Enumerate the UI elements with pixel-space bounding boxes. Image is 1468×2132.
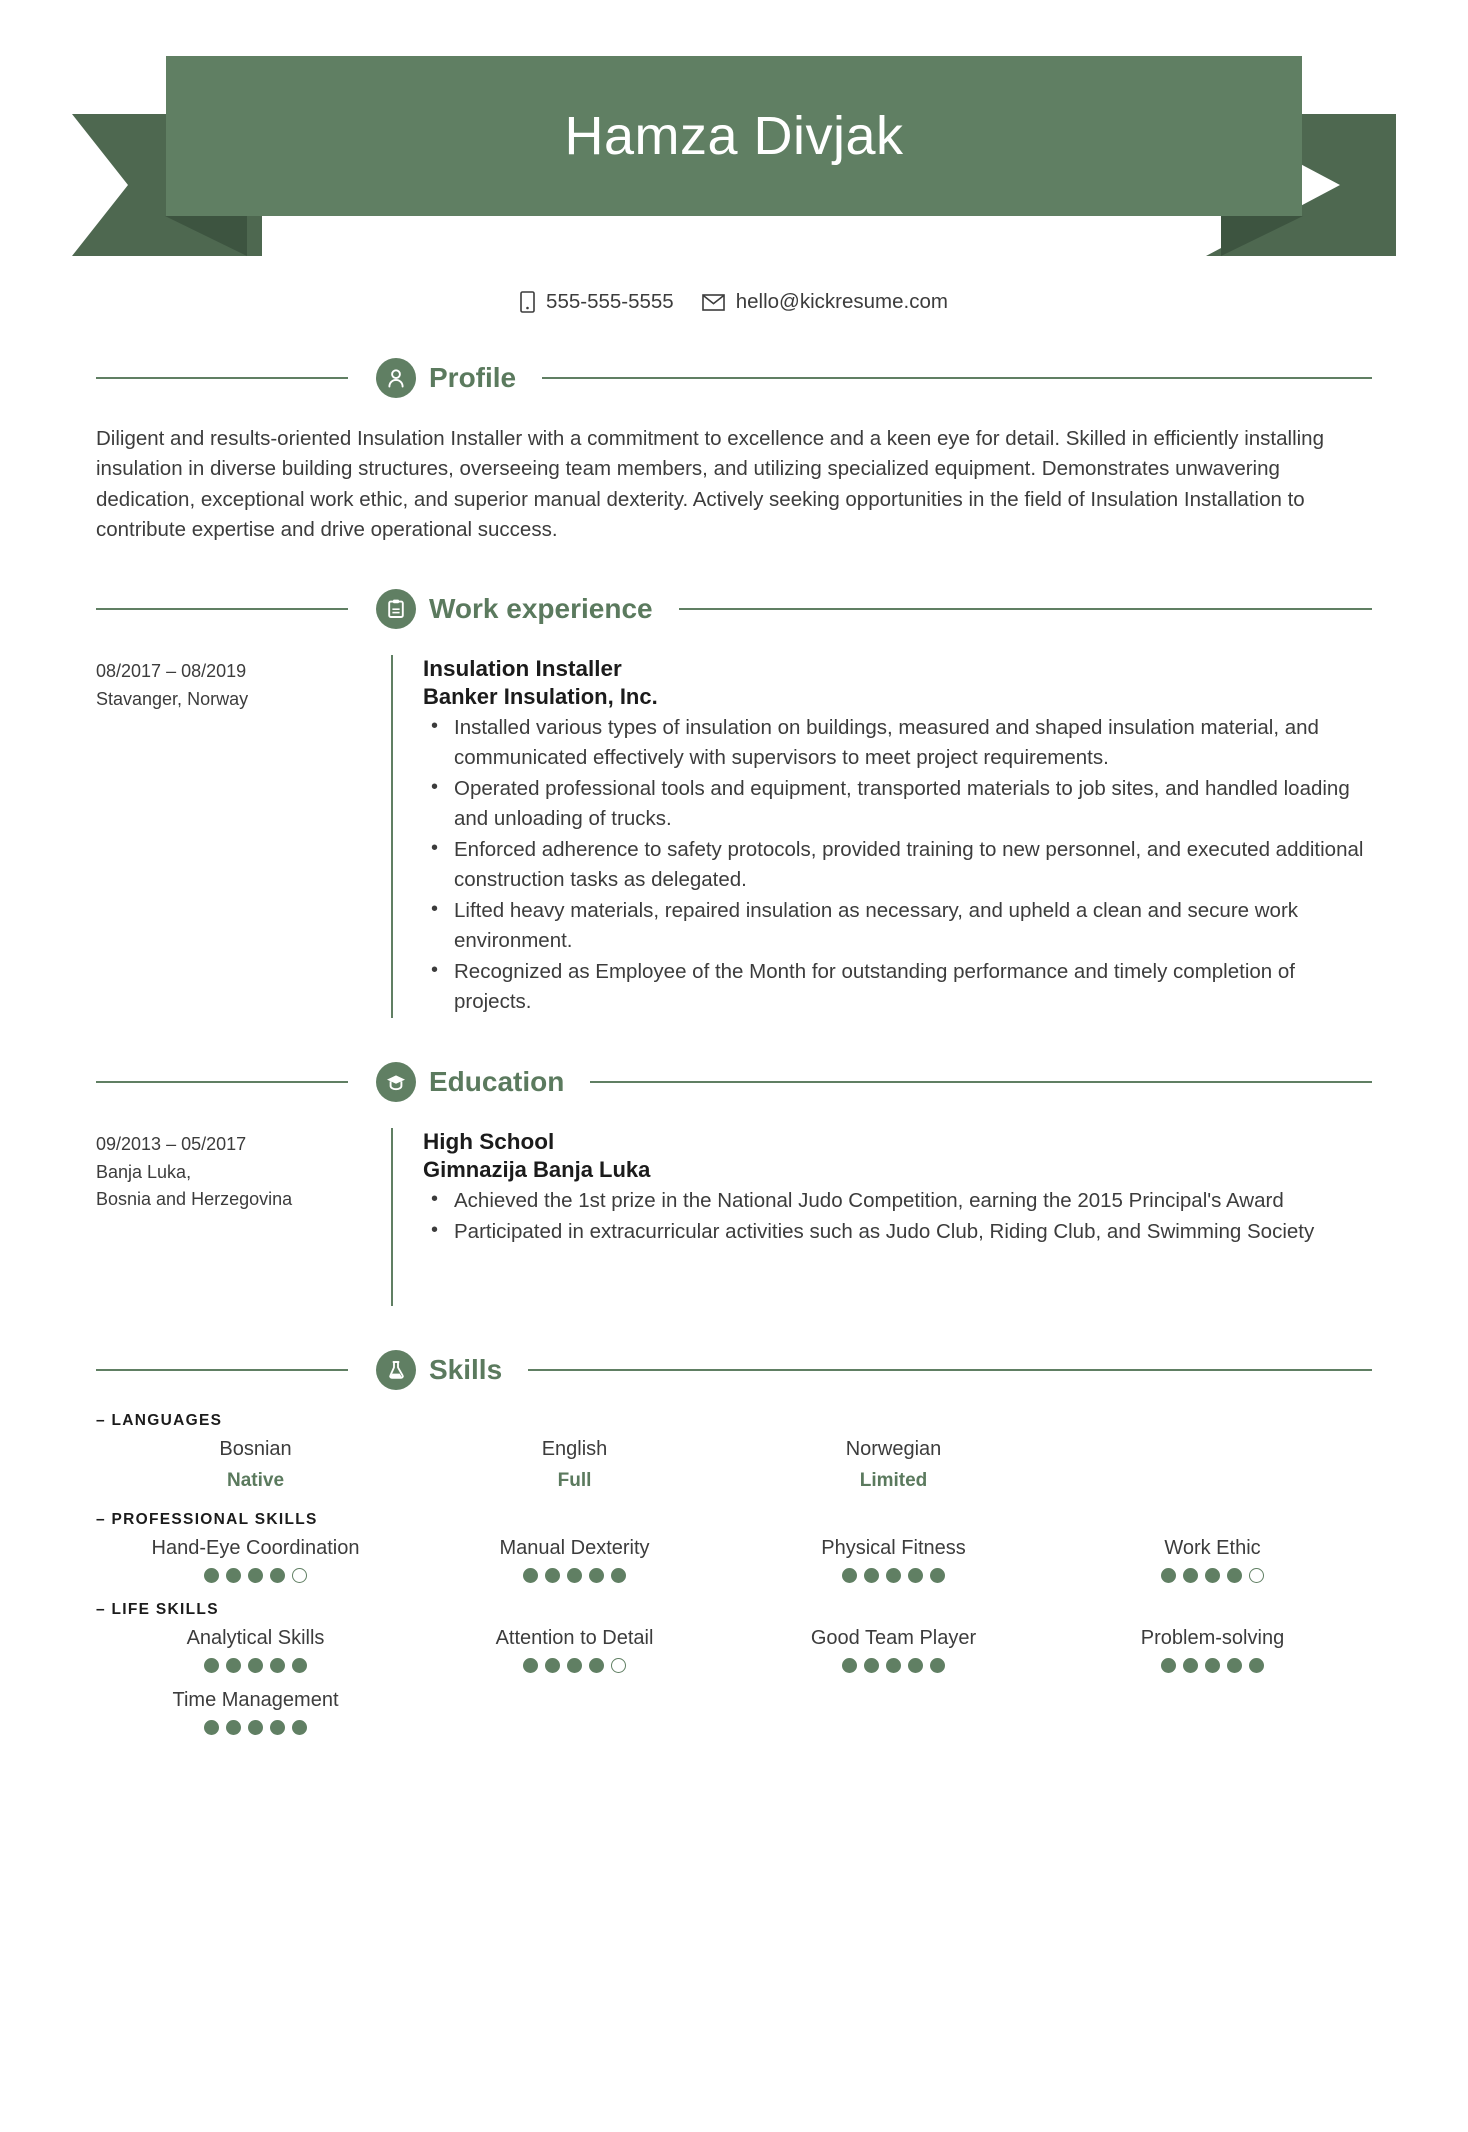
- skills-group-languages: [96, 1412, 1372, 1494]
- rating-dot-filled: [1205, 1568, 1220, 1583]
- skill-item: [415, 1625, 734, 1673]
- rating-dot-filled: [930, 1568, 945, 1583]
- resume-page: [0, 56, 1468, 2132]
- rating-dot-empty: [292, 1568, 307, 1583]
- section-header-work: [0, 589, 1468, 629]
- name-ribbon: [0, 56, 1468, 256]
- education-entry-meta: [96, 1128, 391, 1306]
- phone-number: 555-555-5555: [546, 290, 674, 313]
- rating-dot-filled: [226, 1568, 241, 1583]
- rating-dot-filled: [270, 1568, 285, 1583]
- rating-dot-filled: [523, 1658, 538, 1673]
- rating-dot-filled: [908, 1658, 923, 1673]
- education-entry: [96, 1128, 1372, 1306]
- education-bullet: • Achieved the 1st prize in the National Judo Competition, earning the 2015 Principal's Award: [423, 1186, 1372, 1216]
- skill-rating-dots: [415, 1568, 734, 1583]
- rating-dot-filled: [204, 1720, 219, 1735]
- work-dates: 08/2017 – 08/2019: [96, 661, 247, 682]
- profile-summary: Diligent and results-oriented Insulation Installer with a commitment to excellence and a keen eye for detail. Skilled in efficiently installing insulation in diverse building structures, overseeing team members, and utilizing specialized equipment. Demonstrates unwavering dedication, exceptional work ethic, and superior manual dexterity. Actively seeking opportunities in the field of Insulation Installation to contribute expertise and drive operational success.: [96, 427, 1324, 541]
- rating-dot-empty: [1249, 1568, 1264, 1583]
- graduation-cap-icon: [376, 1062, 416, 1102]
- envelope-icon: [702, 294, 725, 311]
- clipboard-icon: [376, 589, 416, 629]
- section-header-skills: [0, 1350, 1468, 1390]
- rating-dot-filled: [270, 1658, 285, 1673]
- life-skill-grid: [96, 1625, 1372, 1735]
- skills-group-label: – PROFESSIONAL SKILLS: [96, 1511, 318, 1529]
- skill-rating-dots: [734, 1568, 1053, 1583]
- rating-dot-filled: [589, 1658, 604, 1673]
- section-title-profile: Profile: [429, 362, 517, 393]
- skill-name: Hand-Eye Coordination: [151, 1537, 360, 1560]
- skills-group-label: – LIFE SKILLS: [96, 1601, 219, 1619]
- rating-dot-filled: [292, 1720, 307, 1735]
- rating-dot-filled: [270, 1720, 285, 1735]
- work-bullet-list: [423, 713, 1372, 1016]
- contact-phone[interactable]: [520, 290, 674, 314]
- section-header-education: [0, 1062, 1468, 1102]
- education-entry-body: [391, 1128, 1372, 1306]
- rating-dot-filled: [1183, 1658, 1198, 1673]
- skill-name: Work Ethic: [1164, 1537, 1261, 1560]
- ribbon-banner: [166, 56, 1302, 216]
- education-location-line2: Bosnia and Herzegovina: [96, 1189, 293, 1210]
- education-dates: 09/2013 – 05/2017: [96, 1133, 247, 1154]
- section-rule-right: [528, 1369, 1372, 1371]
- rating-dot-filled: [545, 1658, 560, 1673]
- skill-rating-dots: [96, 1720, 415, 1735]
- rating-dot-filled: [864, 1568, 879, 1583]
- skills-group-life: [96, 1601, 1372, 1735]
- rating-dot-filled: [545, 1568, 560, 1583]
- rating-dot-filled: [886, 1568, 901, 1583]
- rating-dot-filled: [248, 1568, 263, 1583]
- skill-item: [1053, 1625, 1372, 1673]
- skill-rating-dots: [1053, 1658, 1372, 1673]
- rating-dot-filled: [567, 1658, 582, 1673]
- work-role: Insulation Installer: [423, 656, 622, 682]
- work-entry-meta: [96, 655, 391, 1017]
- language-name: English: [541, 1437, 608, 1460]
- skill-item: [415, 1535, 734, 1583]
- rating-dot-filled: [523, 1568, 538, 1583]
- rating-dot-filled: [1161, 1568, 1176, 1583]
- work-entry: [96, 655, 1372, 1017]
- section-rule-left: [96, 608, 348, 610]
- language-item: [415, 1436, 734, 1494]
- rating-dot-filled: [204, 1658, 219, 1673]
- skill-name: Analytical Skills: [186, 1627, 325, 1650]
- rating-dot-filled: [1161, 1658, 1176, 1673]
- flask-icon: [376, 1350, 416, 1390]
- work-bullet: • Lifted heavy materials, repaired insulation as necessary, and upheld a clean and secure work environment.: [423, 896, 1372, 956]
- skill-rating-dots: [1053, 1568, 1372, 1583]
- rating-dot-filled: [248, 1720, 263, 1735]
- skill-rating-dots: [415, 1658, 734, 1673]
- skill-name: Good Team Player: [810, 1627, 977, 1650]
- contact-row: [0, 290, 1468, 314]
- person-icon: [376, 358, 416, 398]
- contact-email[interactable]: [702, 290, 948, 314]
- work-location: Stavanger, Norway: [96, 689, 249, 710]
- section-title-education: Education: [429, 1065, 565, 1097]
- language-item-empty: [1053, 1436, 1372, 1494]
- skills-group-professional: [96, 1511, 1372, 1583]
- language-level: Full: [557, 1469, 592, 1491]
- work-organization: Banker Insulation, Inc.: [423, 684, 658, 710]
- skill-name: Attention to Detail: [495, 1627, 654, 1650]
- skill-item: [96, 1535, 415, 1583]
- education-school: Gimnazija Banja Luka: [423, 1156, 651, 1182]
- rating-dot-filled: [589, 1568, 604, 1583]
- rating-dot-filled: [1205, 1658, 1220, 1673]
- section-title-work: Work experience: [429, 593, 653, 625]
- work-entry-body: [391, 655, 1372, 1017]
- section-rule-right: [679, 608, 1372, 610]
- skills-group-label: – LANGUAGES: [96, 1411, 223, 1429]
- skill-item: [734, 1625, 1053, 1673]
- skill-name: Manual Dexterity: [499, 1537, 650, 1560]
- section-rule-left: [96, 1369, 348, 1371]
- work-bullet: • Recognized as Employee of the Month for outstanding performance and timely completion of projects.: [423, 957, 1372, 1017]
- skill-name: Time Management: [172, 1689, 339, 1712]
- education-degree: High School: [423, 1128, 555, 1154]
- rating-dot-filled: [930, 1658, 945, 1673]
- rating-dot-filled: [226, 1720, 241, 1735]
- rating-dot-filled: [908, 1568, 923, 1583]
- work-bullet: • Enforced adherence to safety protocols, provided training to new personnel, and executed additional construction tasks as delegated.: [423, 835, 1372, 895]
- professional-skill-grid: [96, 1535, 1372, 1583]
- education-bullet: • Participated in extracurricular activities such as Judo Club, Riding Club, and Swimming Society: [423, 1217, 1372, 1247]
- section-rule-left: [96, 1081, 348, 1083]
- education-bullet-list: [423, 1186, 1372, 1247]
- language-item: [734, 1436, 1053, 1494]
- skill-rating-dots: [96, 1658, 415, 1673]
- rating-dot-filled: [1227, 1568, 1242, 1583]
- section-rule-left: [96, 377, 348, 379]
- skill-item: [96, 1625, 415, 1673]
- rating-dot-empty: [611, 1658, 626, 1673]
- work-bullet: • Operated professional tools and equipment, transported materials to job sites, and handled loading and unloading of trucks.: [423, 774, 1372, 834]
- candidate-name: Hamza Divjak: [564, 106, 904, 166]
- section-rule-right: [542, 377, 1372, 379]
- rating-dot-filled: [842, 1658, 857, 1673]
- rating-dot-filled: [1227, 1658, 1242, 1673]
- work-bullet: • Installed various types of insulation on buildings, measured and shaped insulation material, and communicated effectively with supervisors to meet project requirements.: [423, 713, 1372, 773]
- skills-container: [96, 1412, 1372, 1736]
- skill-item: [96, 1687, 415, 1735]
- rating-dot-filled: [292, 1658, 307, 1673]
- language-item: [96, 1436, 415, 1494]
- language-name: Norwegian: [845, 1437, 942, 1460]
- rating-dot-filled: [611, 1568, 626, 1583]
- rating-dot-filled: [567, 1568, 582, 1583]
- rating-dot-filled: [864, 1658, 879, 1673]
- skill-item: [734, 1535, 1053, 1583]
- rating-dot-filled: [204, 1568, 219, 1583]
- rating-dot-filled: [248, 1658, 263, 1673]
- section-header-profile: [0, 358, 1468, 398]
- language-name: Bosnian: [219, 1437, 292, 1460]
- email-address: hello@kickresume.com: [735, 290, 948, 313]
- language-level: Native: [226, 1469, 285, 1491]
- education-location-line1: Banja Luka,: [96, 1161, 192, 1182]
- skill-rating-dots: [734, 1658, 1053, 1673]
- language-level: Limited: [859, 1469, 928, 1491]
- rating-dot-filled: [1183, 1568, 1198, 1583]
- skill-name: Physical Fitness: [821, 1537, 966, 1560]
- skill-item: [1053, 1535, 1372, 1583]
- section-rule-right: [590, 1081, 1372, 1083]
- language-grid: [96, 1436, 1372, 1494]
- skill-rating-dots: [96, 1568, 415, 1583]
- rating-dot-filled: [1249, 1658, 1264, 1673]
- phone-icon: [520, 291, 535, 313]
- rating-dot-filled: [886, 1658, 901, 1673]
- section-title-skills: Skills: [429, 1353, 503, 1385]
- rating-dot-filled: [842, 1568, 857, 1583]
- rating-dot-filled: [226, 1658, 241, 1673]
- skill-name: Problem-solving: [1140, 1627, 1285, 1650]
